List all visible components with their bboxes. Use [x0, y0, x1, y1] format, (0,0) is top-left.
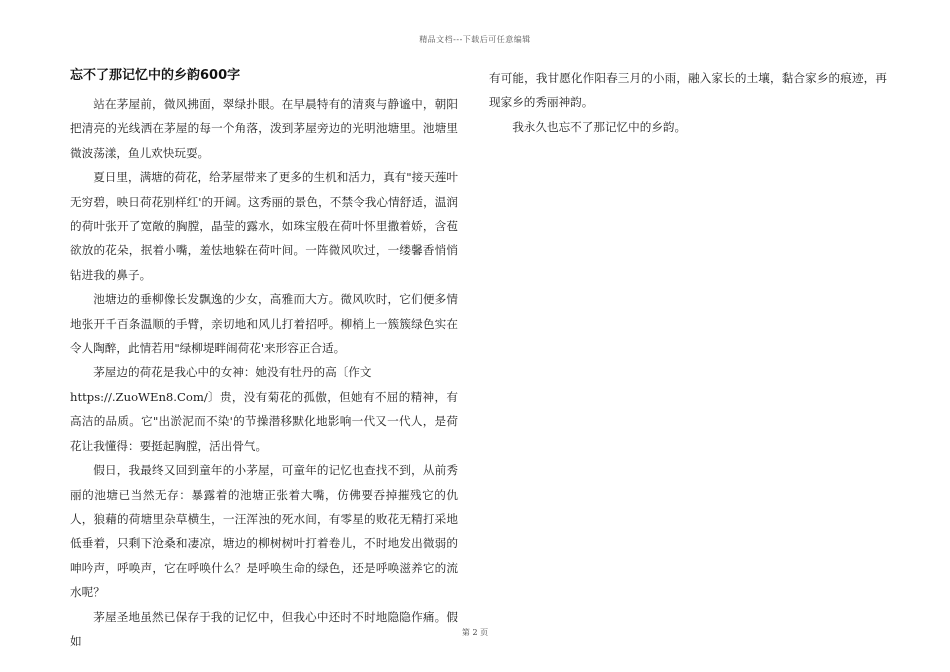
article-title: 忘不了那记忆中的乡韵600字 [70, 68, 241, 83]
paragraph-url-continuation: https://.ZuoWEn8.Com/〕贵，没有菊花的孤傲，但她有不屈的精神，有高洁的品质。它"出淤泥而不染'的节操潜移默化地影响一代又一代人，是荷花让我懂得：要挺起胸膛，活出骨气。 [70, 389, 458, 453]
paragraph-continuation: 有可能，我甘愿化作阳春三月的小雨，融入家长的土壤，黏合家乡的痕迹，再现家乡的秀丽神韵。 [489, 71, 887, 110]
right-column [489, 66, 887, 139]
page-number: 第 2 页 [461, 628, 489, 637]
left-column [70, 66, 458, 653]
paragraph: 站在茅屋前，微风拂面，翠绿扑眼。在早晨特有的清爽与静谧中，朝阳把清亮的光线洒在茅屋的每一个角落，泼到茅屋旁边的光明池塘里。池塘里微波荡漾，鱼儿欢快玩耍。 [70, 97, 458, 160]
paragraph: 茅屋边的荷花是我心中的女神：她没有牡丹的高〔作文 [93, 365, 372, 380]
paragraph: 我永久也忘不了那记忆中的乡韵。 [512, 119, 687, 134]
paragraph: 池塘边的垂柳像长发飘逸的少女，高雅而大方。微风吹时，它们便多情地张开千百条温顺的手臂，亲切地和风儿打着招呼。柳梢上一簇簇绿色实在令人陶醉，此情若用"绿柳堤畔闹荷花'来形容正合适。 [70, 292, 458, 356]
paragraph: 夏日里，满塘的荷花，给茅屋带来了更多的生机和活力，真有"接天莲叶无穷碧，映日荷花别样红'的开阔。这秀丽的景色，不禁令我心情舒适，温润的荷叶张开了宽敞的胸膛，晶莹的露水，如珠宝般在荷叶怀里撒着娇，含苞欲放的花朵，抿着小嘴，羞怯地躲在荷叶间。一阵微风吹过，一缕馨香悄悄钻进我的鼻子。 [70, 170, 458, 282]
paragraph: 假日，我最终又回到童年的小茅屋，可童年的记忆也查找不到，从前秀丽的池塘已当然无存：暴露着的池塘正张着大嘴，仿佛要吞掉摧残它的仇人，狼藉的荷塘里杂草横生，一汪浑浊的死水间，有零星的败花无精打采地低垂着，只剩下沧桑和凄凉，塘边的柳树树叶打着卷儿，不时地发出微弱的呻吟声，呼唤声，它在呼唤什么？是呼唤生命的绿色，还是呼唤滋养它的流水呢？ [70, 463, 458, 600]
page-header: 精品文档---下载后可任意编辑 [419, 35, 531, 44]
paragraph: 茅屋圣地虽然已保存于我的记忆中，但我心中还时不时地隐隐作痛。假如 [70, 609, 458, 648]
